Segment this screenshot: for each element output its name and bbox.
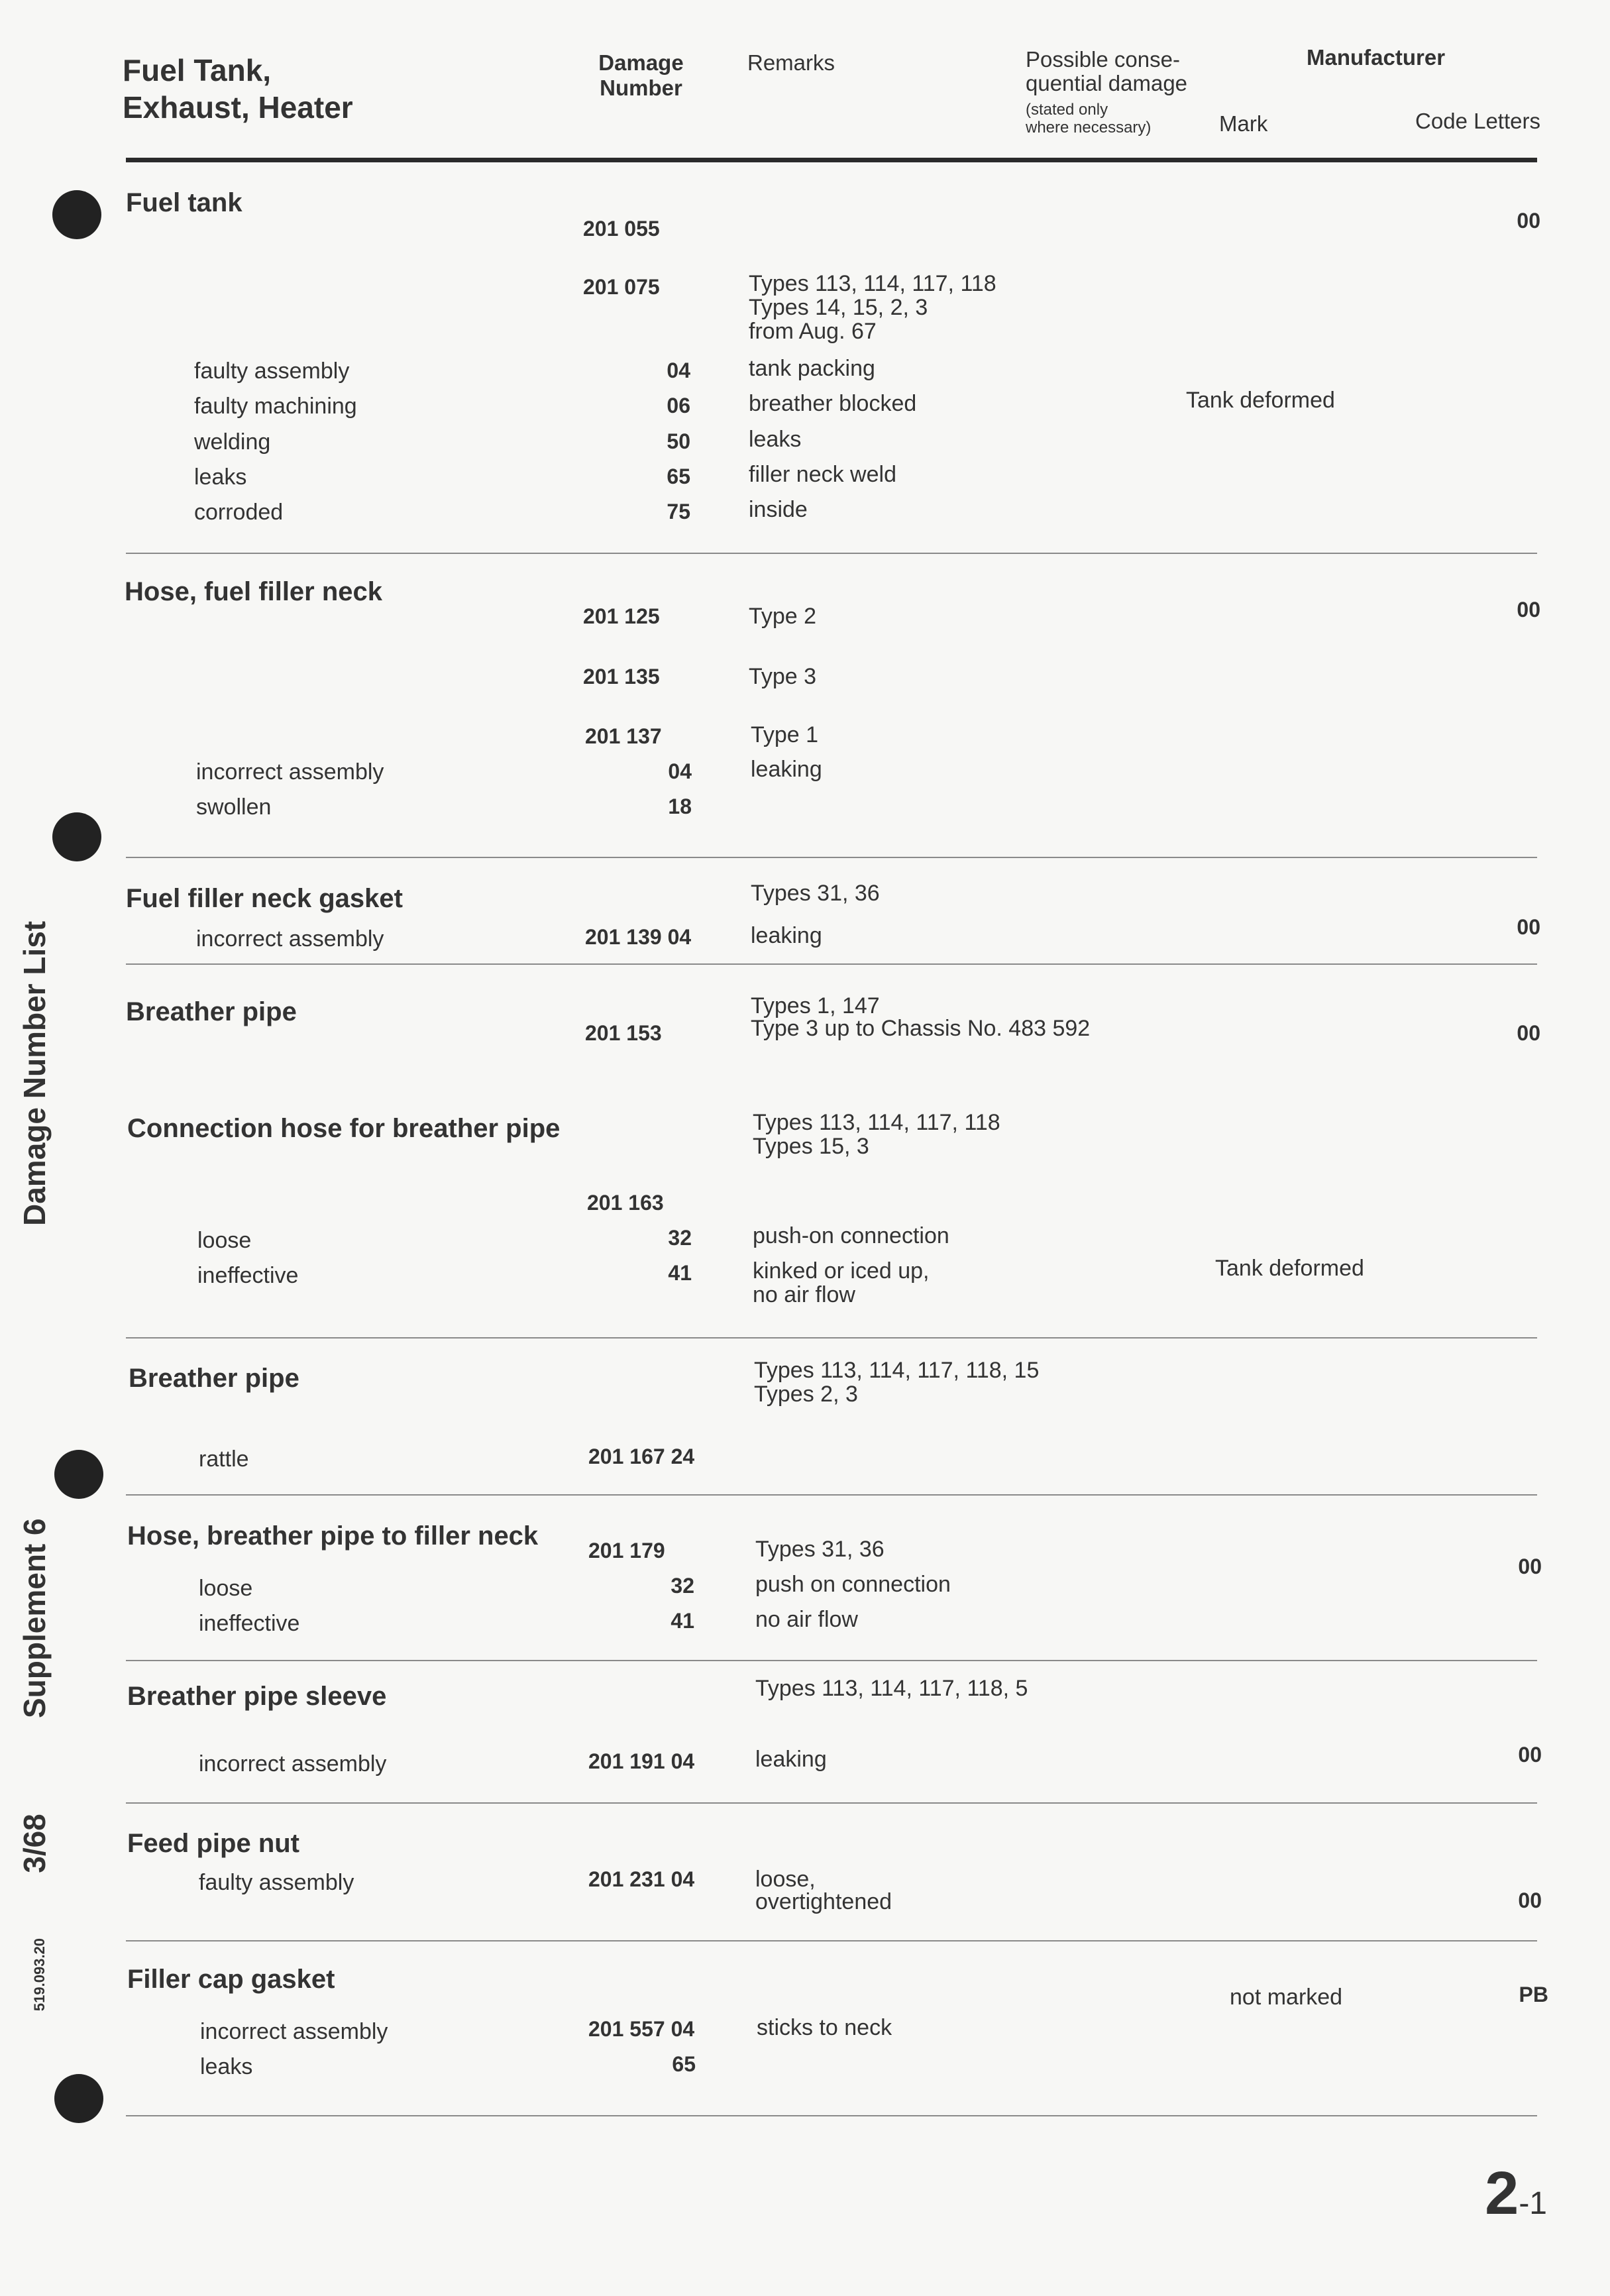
page-number-sub: -1 [1519, 2186, 1547, 2221]
section-title: Fuel tank [126, 188, 242, 217]
damage-number: 201 135 [583, 665, 660, 688]
damage-number: 201 163 [587, 1191, 664, 1215]
code-letters: 00 [1517, 598, 1540, 622]
cause: loose [197, 1228, 252, 1253]
sub-code: 41 [671, 1609, 694, 1633]
section-divider [126, 963, 1537, 965]
remark: Types 113, 114, 117, 118 [753, 1110, 1000, 1135]
remark: Type 1 [751, 722, 819, 747]
header-rule [126, 158, 1537, 162]
possible-damage-header [1026, 48, 1187, 95]
cause: faulty machining [194, 394, 357, 419]
code-letters-header: Code Letters [1415, 109, 1540, 133]
damage-number: 201 125 [583, 604, 660, 628]
stated-line-2: where necessary) [1026, 119, 1152, 137]
section-title: Breather pipe [129, 1364, 299, 1393]
consequential-damage: Tank deformed [1186, 388, 1335, 413]
cause: corroded [194, 500, 284, 525]
title-line-2: Exhaust, Heater [123, 90, 353, 125]
manufacturer-header: Manufacturer [1307, 45, 1446, 70]
section-divider [126, 1660, 1537, 1661]
remark: inside [749, 497, 808, 522]
damage-label-1: Damage [598, 50, 684, 75]
remark: push on connection [755, 1572, 951, 1597]
section-divider [126, 1494, 1537, 1496]
remark: push-on connection [753, 1223, 949, 1248]
section-title: Connection hose for breather pipe [127, 1114, 561, 1143]
section-divider [126, 2115, 1537, 2116]
remark: Types 2, 3 [754, 1382, 858, 1407]
section-divider [126, 1802, 1537, 1804]
remark: Types 31, 36 [755, 1537, 885, 1562]
stated-note [1026, 101, 1151, 137]
code-letters: PB [1519, 1983, 1548, 2006]
remark: Types 15, 3 [753, 1134, 869, 1159]
sub-code: 75 [667, 500, 690, 523]
damage-number: 201 137 [585, 724, 662, 748]
page-title [123, 52, 353, 126]
sub-code: 18 [668, 794, 692, 818]
remark: leaking [751, 923, 822, 948]
remark: Types 113, 114, 117, 118 [749, 271, 996, 296]
damage-number: 201 557 04 [588, 2017, 695, 2041]
remark: kinked or iced up, [753, 1258, 930, 1284]
binder-hole [54, 1450, 103, 1499]
sub-code: 32 [668, 1226, 692, 1250]
sub-code: 41 [668, 1261, 692, 1285]
remark: leaking [755, 1747, 827, 1772]
remark: overtightened [755, 1889, 892, 1914]
remark: no air flow [755, 1607, 858, 1632]
remark: leaking [751, 757, 822, 782]
possible-line-1: Possible conse- [1026, 47, 1180, 72]
cause: leaks [194, 465, 247, 490]
remarks-header: Remarks [747, 50, 835, 75]
cause: rattle [199, 1447, 249, 1472]
cause: incorrect assembly [200, 2019, 388, 2044]
section-divider [126, 1337, 1537, 1339]
damage-number-header [596, 50, 686, 101]
cause: incorrect assembly [199, 1751, 387, 1777]
section-divider [126, 857, 1537, 858]
sub-code: 65 [672, 2052, 696, 2076]
binder-hole [54, 2074, 103, 2123]
section-divider [126, 553, 1537, 554]
stated-line-1: (stated only [1026, 101, 1108, 119]
cause: leaks [200, 2054, 253, 2079]
damage-number: 201 153 [585, 1021, 662, 1045]
cause: swollen [196, 794, 272, 820]
section-title: Fuel filler neck gasket [126, 884, 403, 913]
sub-code: 04 [667, 358, 690, 382]
code-letters: 00 [1517, 1021, 1540, 1045]
cause: ineffective [199, 1611, 300, 1636]
section-title: Hose, breather pipe to filler neck [127, 1521, 539, 1551]
remark: Types 1, 147 [751, 993, 880, 1018]
code-letters: 00 [1517, 915, 1540, 939]
side-date: 3/68 [17, 1814, 52, 1873]
remark: Type 3 up to Chassis No. 483 592 [751, 1016, 1091, 1041]
remark: Types 113, 114, 117, 118, 5 [755, 1676, 1028, 1701]
remark: Types 14, 15, 2, 3 [749, 295, 928, 320]
side-damage-number-list: Damage Number List [17, 920, 52, 1226]
remark: no air flow [753, 1282, 855, 1307]
cause: faulty assembly [194, 358, 350, 384]
remark: loose, [755, 1867, 816, 1892]
possible-line-2: quential damage [1026, 71, 1188, 95]
cause: ineffective [197, 1263, 299, 1288]
remark: tank packing [749, 356, 875, 381]
sub-code: 50 [667, 429, 690, 453]
page-number [1485, 2159, 1547, 2228]
damage-number: 201 167 24 [588, 1445, 695, 1468]
side-supplement: Supplement 6 [17, 1518, 52, 1718]
cause: loose [199, 1576, 253, 1601]
damage-label-2: Number [600, 76, 682, 100]
remark: Type 2 [749, 604, 817, 629]
section-title: Filler cap gasket [127, 1965, 335, 1994]
sub-code: 32 [671, 1574, 694, 1598]
section-title: Breather pipe [126, 997, 297, 1026]
cause: incorrect assembly [196, 926, 384, 952]
cause: welding [194, 429, 271, 455]
remark: filler neck weld [749, 462, 896, 487]
damage-number: 201 055 [583, 217, 660, 241]
binder-hole [52, 812, 101, 861]
remark: Type 3 [749, 664, 817, 689]
code-letters: 00 [1518, 1555, 1542, 1578]
section-divider [126, 1940, 1537, 1941]
code-letters: 00 [1518, 1888, 1542, 1912]
cause: faulty assembly [199, 1870, 354, 1895]
section-title: Breather pipe sleeve [127, 1682, 387, 1711]
remark: from Aug. 67 [749, 319, 877, 344]
consequential-damage: Tank deformed [1215, 1256, 1364, 1281]
remark: leaks [749, 427, 802, 452]
section-title: Hose, fuel filler neck [125, 577, 383, 606]
code-letters: 00 [1518, 1743, 1542, 1767]
sub-code: 65 [667, 465, 690, 488]
damage-number: 201 179 [588, 1539, 665, 1562]
cause: incorrect assembly [196, 759, 384, 785]
damage-number: 201 075 [583, 275, 660, 299]
mark-header: Mark [1219, 111, 1268, 136]
title-line-1: Fuel Tank, [123, 53, 272, 87]
damage-number: 201 191 04 [588, 1749, 695, 1773]
damage-number: 201 231 04 [588, 1867, 695, 1891]
code-letters: 00 [1517, 209, 1540, 233]
sub-code: 04 [668, 759, 692, 783]
binder-hole [52, 190, 101, 239]
remark: Types 31, 36 [751, 881, 880, 906]
mark: not marked [1230, 1985, 1343, 2010]
section-title: Feed pipe nut [127, 1829, 299, 1858]
damage-number: 201 139 04 [585, 925, 692, 949]
remark: breather blocked [749, 391, 917, 416]
side-doc-number: 519.093.20 [31, 1938, 48, 2012]
page-number-main: 2 [1485, 2159, 1519, 2227]
sub-code: 06 [667, 394, 690, 417]
remark: Types 113, 114, 117, 118, 15 [754, 1358, 1040, 1383]
remark: sticks to neck [757, 2015, 892, 2040]
